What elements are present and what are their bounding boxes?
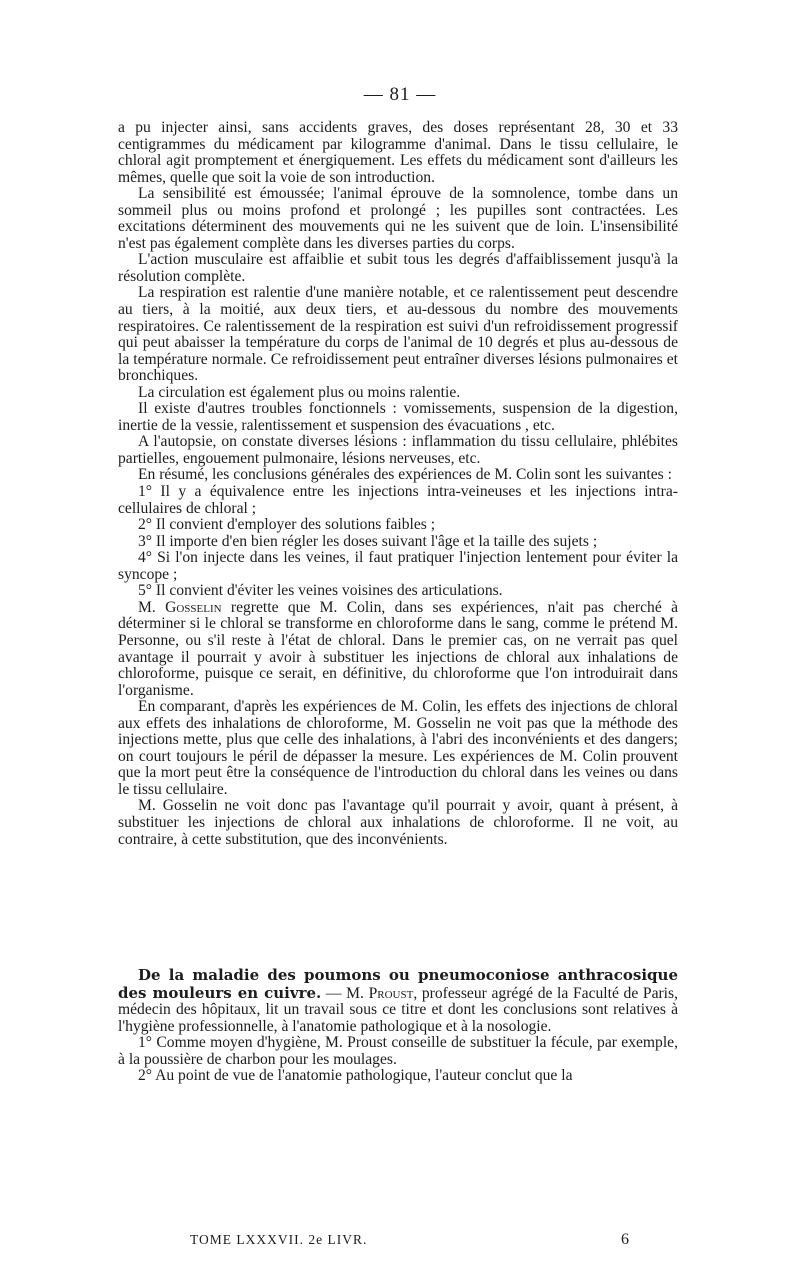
page-footer xyxy=(190,1232,630,1248)
section-title: De la maladie des poumons ou pneumoconiose anthracosique des mouleurs en cuivre. xyxy=(118,966,678,1002)
paragraph: La respiration est ralentie d'une manière notable, et ce ralentissement peut descendre au tiers, à la moitié, aux deux tiers, et au-dessous du nombre des mouvements respiratoires. Ce ralentissement de la respiration est suivi d'un refroidissement progressif qui peut abaisser la température du corps de l'animal de 10 degrés et plus au-dessous de la température normale. Ce refroidissement peut entraîner diverses lésions pulmonaires et bronchiques. xyxy=(118,284,678,385)
paragraph: A l'autopsie, on constate diverses lésions : inflammation du tissu cellulaire, phlébites partielles, engouement pulmonaire, lésions nerveuses, etc. xyxy=(118,433,678,467)
section-pneumoconiose xyxy=(118,967,678,1085)
paragraph-text: regrette que M. Colin, dans ses expériences, n'ait pas cherché à déterminer si le chloral se transforme en chloroforme dans le sang, comme le prétend M. Personne, ou s'il reste à l'état de chloral. Dans le premier cas, on ne verrait pas quel avantage il pourrait y avoir à substituer les injections de chloral aux inhalations de chloroforme, puisque ce serait, en définitive, du chloroforme que l'on introduirait dans l'organisme. xyxy=(118,598,678,699)
author-name: Proust xyxy=(368,984,414,1002)
conclusion-item: 3° Il importe d'en bien régler les doses suivant l'âge et la taille des sujets ; xyxy=(138,532,598,550)
section-dash: — M. xyxy=(321,984,369,1002)
section-intro xyxy=(118,967,678,1035)
paragraph: En résumé, les conclusions générales des expériences de M. Colin sont les suivantes : xyxy=(138,466,672,484)
paragraph: En comparant, d'après les expériences de M. Colin, les effets des injections de chloral aux effets des inhalations de chloroforme, M. Gosselin ne voit pas que la méthode des injections mette, plus que celle des inhalations, à l'abri des inconvénients et des dangers; on court toujours le péril de dépasser la mesure. Les expériences de M. Colin prouvent que la mort peut être la conséquence de l'introduction du chloral dans les veines ou dans le tissu cellulaire. xyxy=(118,698,678,798)
conclusion-item: 1° Il y a équivalence entre les injections intra-veineuses et les injections intra-cellulaires de chloral ; xyxy=(118,483,678,517)
paragraph: Il existe d'autres troubles fonctionnels : vomissements, suspension de la digestion, inertie de la vessie, ralentissement et suspension des évacuations , etc. xyxy=(118,400,678,434)
body-text xyxy=(118,120,678,848)
speaker-name: M. Gosselin xyxy=(138,598,222,616)
section-intro-text: , professeur agrégé de la Faculté de Paris, médecin des hôpitaux, lit un travail sous ce titre et dont les conclusions sont relatives à l'hygiène professionnelle, à l'anatomie pathologique et à la nosologie. xyxy=(118,984,678,1035)
volume-label: TOME LXXXVII. 2e LIVR. xyxy=(190,1232,368,1247)
conclusion-item: 4° Si l'on injecte dans les veines, il faut pratiquer l'injection lentement pour éviter la syncope ; xyxy=(118,549,678,583)
paragraph: La sensibilité est émoussée; l'animal éprouve de la somnolence, tombe dans un sommeil plus ou moins profond et prolongé ; les pupilles sont contractées. Les excitations déterminent des mouvements qui ne les suivent que de loin. L'insensibilité n'est pas également complète dans les diverses parties du corps. xyxy=(118,185,678,252)
paragraph: La circulation est également plus ou moins ralentie. xyxy=(138,383,461,401)
section-item: 1° Comme moyen d'hygiène, M. Proust conseille de substituer la fécule, par exemple, à la poussière de charbon pour les moulages. xyxy=(118,1034,678,1068)
conclusion-item: 2° Il convient d'employer des solutions faibles ; xyxy=(138,516,436,534)
page-number: — 81 — xyxy=(363,84,437,105)
section-item: 2° Au point de vue de l'anatomie pathologique, l'auteur conclut que la xyxy=(138,1067,573,1085)
paragraph: L'action musculaire est affaiblie et subit tous les degrés d'affaiblissement jusqu'à la résolution complète. xyxy=(118,251,678,285)
signature-mark: 6 xyxy=(621,1231,630,1248)
conclusion-item: 5° Il convient d'éviter les veines voisines des articulations. xyxy=(138,582,503,600)
paragraph: a pu injecter ainsi, sans accidents graves, des doses représentant 28, 30 et 33 centigrammes du médicament par kilogramme d'animal. Dans le tissu cellulaire, le chloral agit promptement et énergiquement. Les effets du médicament sont d'ailleurs les mêmes, quelle que soit la voie de son introduction. xyxy=(118,119,678,186)
paragraph-gosselin xyxy=(118,600,678,699)
paragraph: M. Gosselin ne voit donc pas l'avantage qu'il pourrait y avoir, quant à présent, à substituer les injections de chloral aux inhalations de chloroforme. Il ne voit, au contraire, à cette substitution, que des inconvénients. xyxy=(118,797,678,848)
